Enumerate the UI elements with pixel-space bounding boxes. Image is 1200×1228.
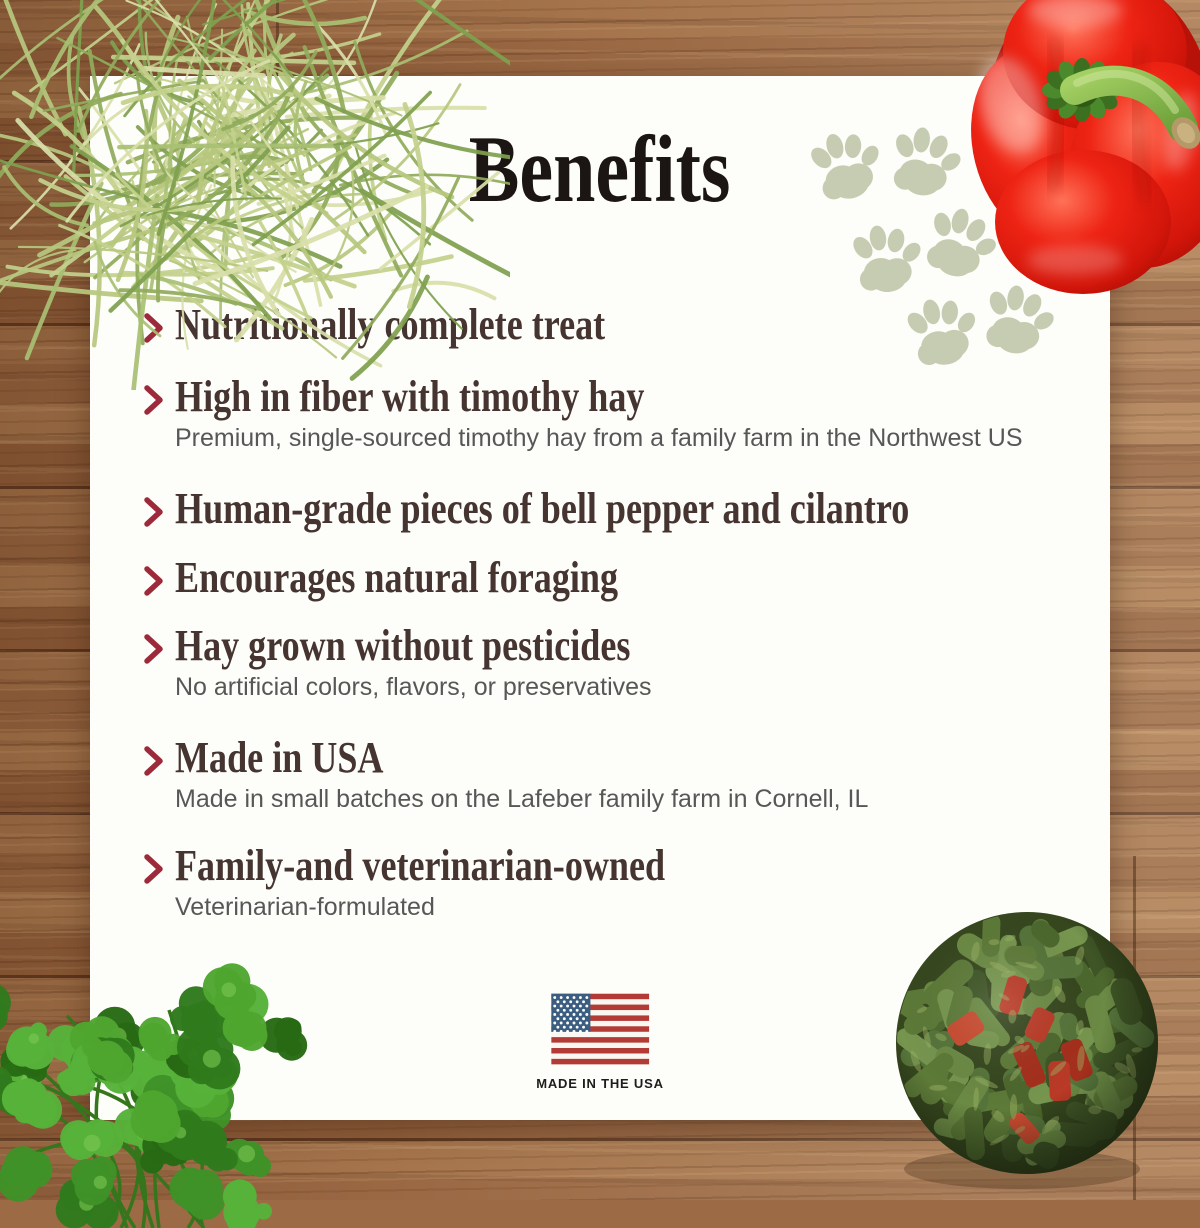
chevron-right-icon bbox=[143, 384, 165, 416]
benefit-subtext: No artificial colors, flavors, or preservatives bbox=[175, 673, 652, 701]
usa-flag-icon bbox=[551, 993, 649, 1065]
benefits-list bbox=[143, 300, 1110, 923]
page-title: Benefits bbox=[469, 116, 731, 222]
wood-plank-seam bbox=[1133, 856, 1136, 1200]
made-in-usa-caption: MADE IN THE USA bbox=[536, 1076, 664, 1091]
benefits-card bbox=[90, 76, 1110, 1120]
chevron-right-icon bbox=[143, 565, 165, 597]
benefit-item bbox=[143, 621, 1110, 703]
chevron-right-icon bbox=[143, 633, 165, 665]
benefit-subtext: Made in small batches on the Lafeber family farm in Cornell, IL bbox=[175, 785, 869, 813]
benefit-item bbox=[143, 372, 1110, 454]
benefit-item bbox=[143, 484, 1110, 533]
benefit-heading: Family-and veterinarian-owned bbox=[175, 841, 666, 890]
benefit-heading: High in fiber with timothy hay bbox=[175, 372, 645, 421]
benefit-subtext: Premium, single-sourced timothy hay from a family farm in the Northwest US bbox=[175, 424, 1023, 452]
chevron-right-icon bbox=[143, 496, 165, 528]
chevron-right-icon bbox=[143, 312, 165, 344]
benefit-heading: Nutritionally complete treat bbox=[175, 300, 606, 349]
benefit-heading: Encourages natural foraging bbox=[175, 553, 618, 602]
chevron-right-icon bbox=[143, 853, 165, 885]
benefit-heading: Hay grown without pesticides bbox=[175, 621, 631, 670]
benefit-subtext: Veterinarian-formulated bbox=[175, 893, 435, 921]
benefit-heading: Human-grade pieces of bell pepper and cilantro bbox=[175, 484, 910, 533]
chevron-right-icon bbox=[143, 745, 165, 777]
benefit-item bbox=[143, 300, 1110, 349]
benefit-item bbox=[143, 553, 1110, 602]
made-in-usa-badge bbox=[536, 993, 664, 1092]
benefit-heading: Made in USA bbox=[175, 733, 384, 782]
benefit-item bbox=[143, 733, 1110, 815]
benefit-item bbox=[143, 841, 1110, 923]
